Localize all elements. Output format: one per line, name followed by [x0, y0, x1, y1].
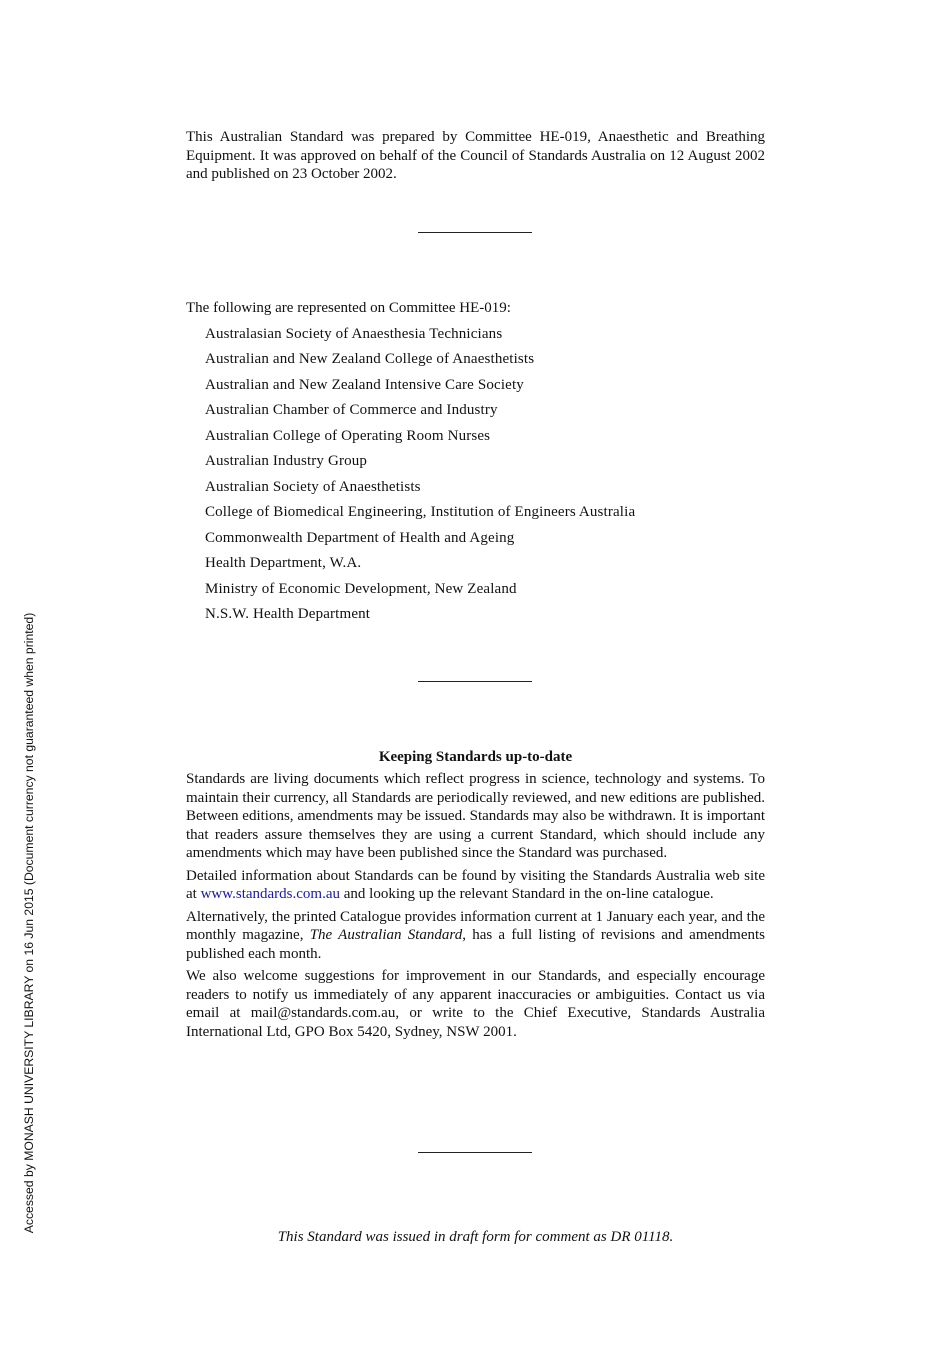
paragraph-web-info: [186, 867, 765, 904]
keeping-standards-section: [186, 748, 765, 1045]
committee-member: Australian Industry Group: [205, 453, 368, 469]
paragraph-text: Detailed information about Standards can be found by visiting the Standards Australia web site at: [186, 867, 765, 902]
committee-member: Australian Chamber of Commerce and Industry: [205, 402, 498, 418]
committee-member: Australian College of Operating Room Nurses: [205, 427, 491, 444]
section-divider: [418, 232, 532, 233]
committee-member: Health Department, W.A.: [205, 555, 362, 571]
committee-representation: [186, 299, 765, 631]
committee-member: Australian and New Zealand College of Anaesthetists: [205, 351, 535, 367]
section-divider: [418, 1152, 532, 1153]
committee-member: Ministry of Economic Development, New Zealand: [205, 580, 517, 597]
section-divider: [418, 681, 532, 682]
committee-member: Australian and New Zealand Intensive Care Society: [205, 376, 524, 393]
section-heading: Keeping Standards up-to-date: [378, 749, 573, 765]
magazine-title: The Australian Standard: [309, 927, 463, 943]
committee-member-list: [186, 325, 765, 631]
approval-statement: This Australian Standard was prepared by Committee HE-019, Anaesthetic and Breathing Equipment. It was approved on behalf of the Council of Standards Australia on 12 August 2002 and published on 23 October 2002.: [186, 129, 765, 182]
paragraph-suggestions: We also welcome suggestions for improvement in our Standards, and especially encourage readers to notify us immediately of any apparent inaccuracies or ambiguities. Contact us via email at mail@standards.com.au, or write to the Chief Executive, Standards Australia International Ltd, GPO Box 5420, Sydney, NSW 2001.: [186, 968, 765, 1040]
standards-website-link[interactable]: www.standards.com.au: [200, 886, 340, 902]
draft-notice: This Standard was issued in draft form for comment as DR 01118.: [277, 1229, 674, 1245]
committee-member: College of Biomedical Engineering, Institution of Engineers Australia: [205, 504, 636, 520]
committee-intro: The following are represented on Committee HE-019:: [186, 300, 511, 316]
paragraph-text: and looking up the relevant Standard in the on-line catalogue.: [340, 886, 714, 902]
paragraph-text: Alternatively, the printed Catalogue provides information current at 1 January each year, and the monthly magazine,: [186, 908, 765, 943]
committee-member: Commonwealth Department of Health and Ageing: [205, 529, 515, 546]
paragraph-living-documents: Standards are living documents which reflect progress in science, technology and systems. To maintain their currency, all Standards are periodically reviewed, and new editions are published. Between editions, amendments may be issued. Standards may also be withdrawn. It is important that readers assure themselves they are using a current Standard, which should include any amendments which may have been published since the Standard was purchased.: [186, 771, 765, 861]
paragraph-catalogue: [186, 908, 765, 964]
access-watermark-text: Accessed by MONASH UNIVERSITY LIBRARY on 16 Jun 2015 (Document currency not guaranteed when printed): [22, 612, 36, 1234]
committee-member: Australasian Society of Anaesthesia Technicians: [205, 325, 503, 342]
committee-member: N.S.W. Health Department: [205, 606, 371, 622]
committee-member: Australian Society of Anaesthetists: [205, 478, 421, 495]
paragraph-text: , has a full listing of revisions and amendments published each month.: [186, 927, 765, 962]
